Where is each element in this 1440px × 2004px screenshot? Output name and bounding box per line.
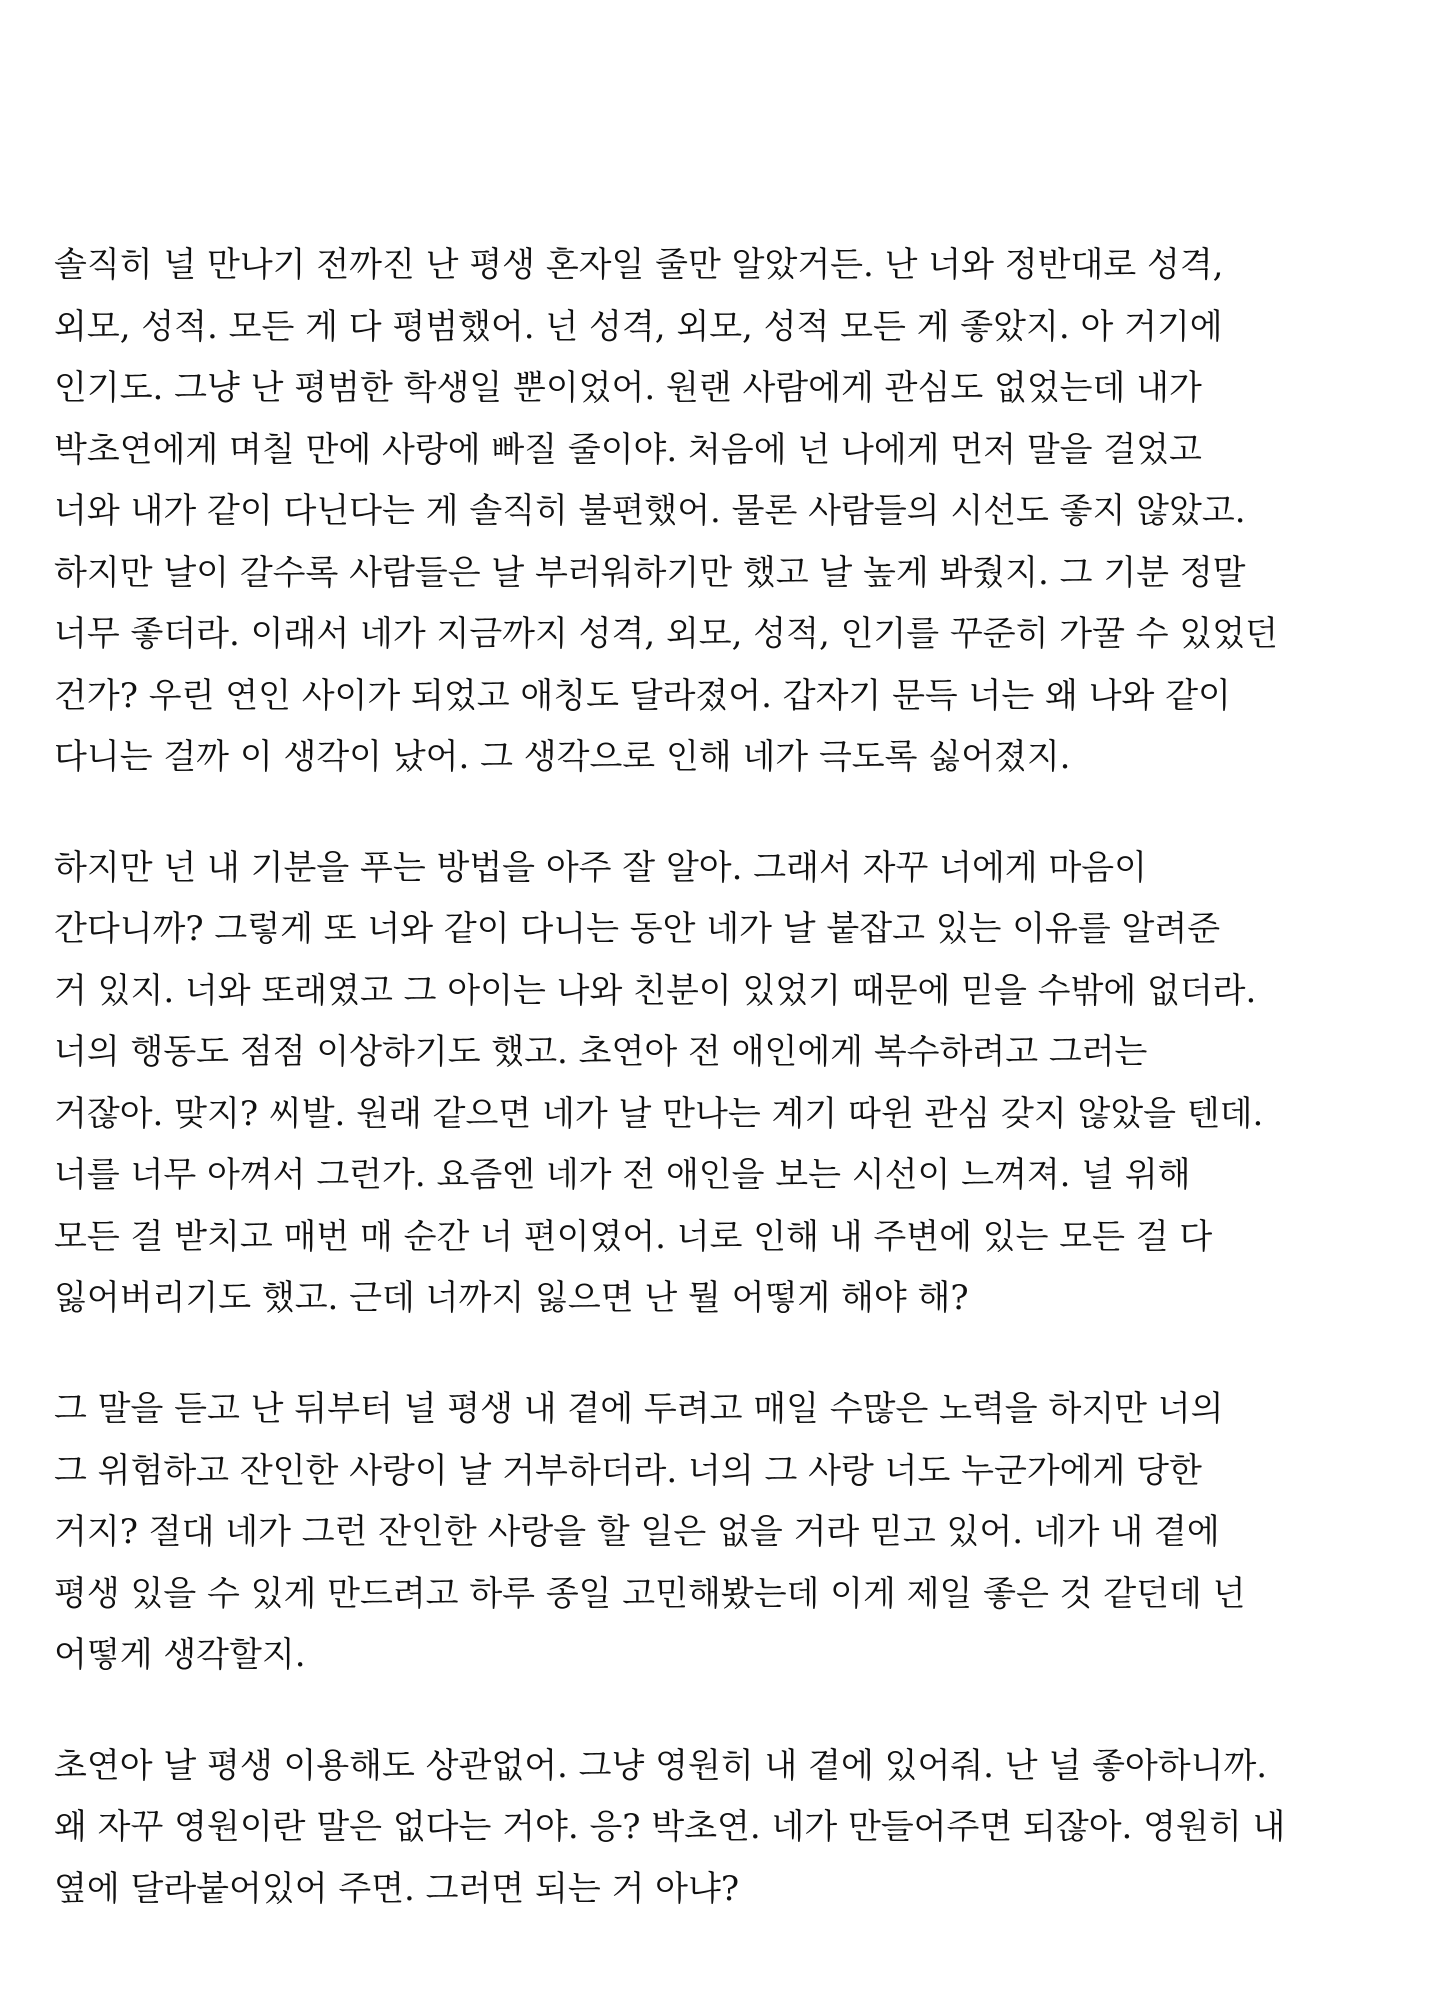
- text-line: 그 말을 듣고 난 뒤부터 널 평생 내 곁에 두려고 매일 수많은 노력을 하지만 너의: [54, 1389, 1224, 1429]
- text-line: 거잖아. 맞지? 씨발. 원래 같으면 네가 날 만나는 계기 따윈 관심 갖지 않았을 텐데.: [54, 1094, 1264, 1134]
- text-line: 너무 좋더라. 이래서 네가 지금까지 성격, 외모, 성적, 인기를 꾸준히 가꿀 수 있었던: [54, 614, 1278, 654]
- text-line: 하지만 넌 내 기분을 푸는 방법을 아주 잘 알아. 그래서 자꾸 너에게 마음이: [54, 848, 1147, 888]
- text-line: 솔직히 널 만나기 전까진 난 평생 혼자일 줄만 알았거든. 난 너와 정반대로 성격,: [54, 245, 1224, 285]
- text-line: 평생 있을 수 있게 만드려고 하루 종일 고민해봤는데 이게 제일 좋은 것 같던데 넌: [54, 1574, 1246, 1614]
- text-line: 하지만 날이 갈수록 사람들은 날 부러워하기만 했고 날 높게 봐줬지. 그 기분 정말: [54, 553, 1246, 593]
- text-line: 박초연에게 며칠 만에 사랑에 빠질 줄이야. 처음에 넌 나에게 먼저 말을 걸었고: [54, 430, 1202, 470]
- text-line: 간다니까? 그렇게 또 너와 같이 다니는 동안 네가 날 붙잡고 있는 이유를 알려준: [54, 909, 1221, 949]
- text-line: 외모, 성적. 모든 게 다 평범했어. 넌 성격, 외모, 성적 모든 게 좋았지. 아 거기에: [54, 307, 1223, 347]
- text-line: 초연아 날 평생 이용해도 상관없어. 그냥 영원히 내 곁에 있어줘. 난 널 좋아하니까.: [54, 1746, 1268, 1786]
- text-line: 잃어버리기도 했고. 근데 너까지 잃으면 난 뭘 어떻게 해야 해?: [54, 1278, 969, 1318]
- text-line: 거지? 절대 네가 그런 잔인한 사랑을 할 일은 없을 거라 믿고 있어. 네가 내 곁에: [54, 1512, 1220, 1552]
- text-line: 너를 너무 아껴서 그런가. 요즘엔 네가 전 애인을 보는 시선이 느껴져. 널 위해: [54, 1155, 1191, 1195]
- text-line: 옆에 달라붙어있어 주면. 그러면 되는 거 아냐?: [54, 1869, 740, 1909]
- text-line: 건가? 우린 연인 사이가 되었고 애칭도 달라졌어. 갑자기 문득 너는 왜 나와 같이: [54, 676, 1231, 716]
- text-line: 거 있지. 너와 또래였고 그 아이는 나와 친분이 있었기 때문에 믿을 수밖에 없더라.: [54, 971, 1257, 1011]
- text-line: 인기도. 그냥 난 평범한 학생일 뿐이었어. 원랜 사람에게 관심도 없었는데 내가: [54, 368, 1202, 408]
- text-line: 너와 내가 같이 다닌다는 게 솔직히 불편했어. 물론 사람들의 시선도 좋지 않았고.: [54, 491, 1246, 531]
- text-line: 그 위험하고 잔인한 사랑이 날 거부하더라. 너의 그 사랑 너도 누군가에게 당한: [54, 1451, 1202, 1491]
- text-line: 모든 걸 받치고 매번 매 순간 너 편이였어. 너로 인해 내 주변에 있는 모든 걸 다: [54, 1217, 1213, 1257]
- text-line: 왜 자꾸 영원이란 말은 없다는 거야. 응? 박초연. 네가 만들어주면 되잖아. 영원히 내: [54, 1807, 1286, 1847]
- text-line: 어떻게 생각할지.: [54, 1635, 306, 1675]
- text-line: 너의 행동도 점점 이상하기도 했고. 초연아 전 애인에게 복수하려고 그러는: [54, 1032, 1148, 1072]
- text-line: 다니는 걸까 이 생각이 났어. 그 생각으로 인해 네가 극도록 싫어졌지.: [54, 737, 1071, 777]
